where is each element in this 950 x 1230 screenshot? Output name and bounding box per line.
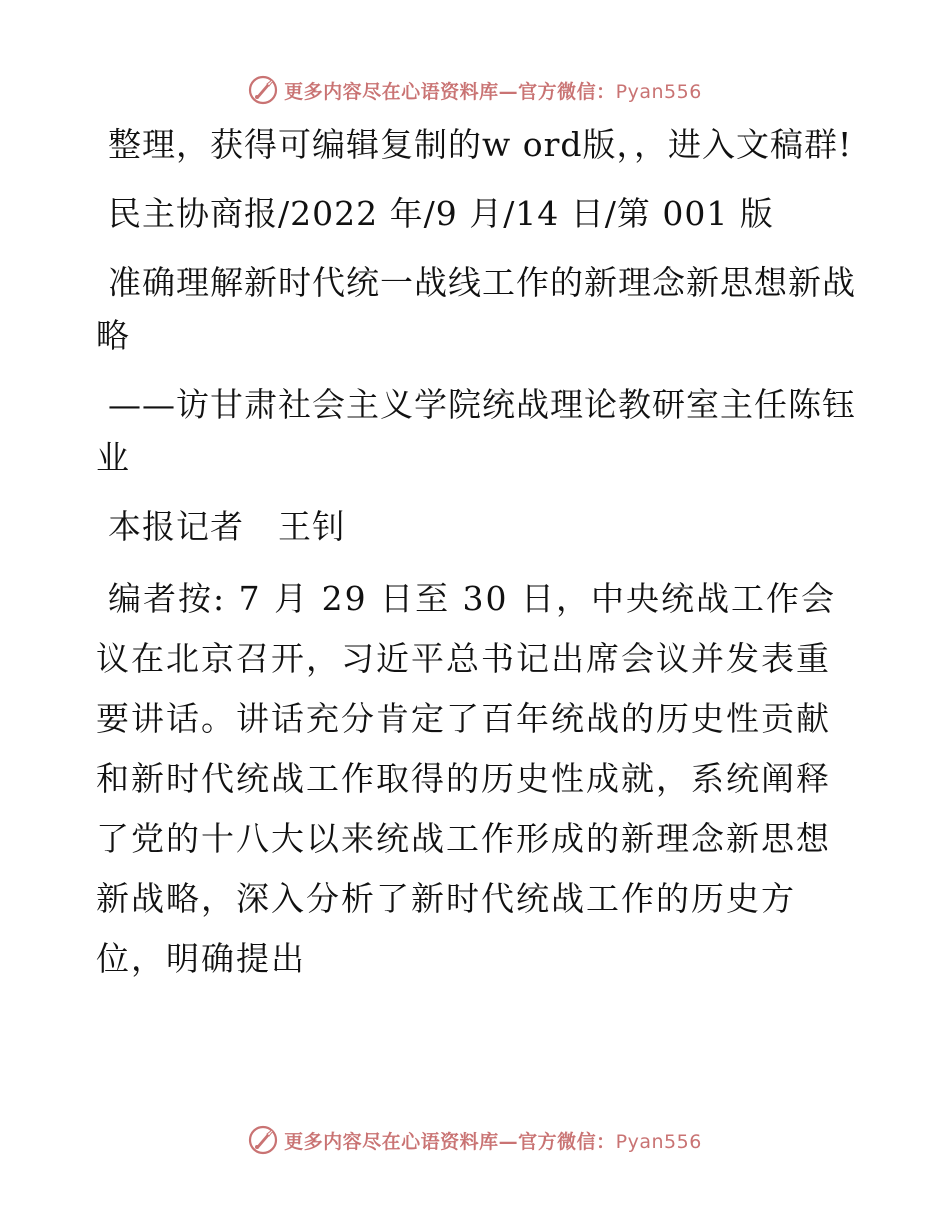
intro-line: 整理，获得可编辑复制的w ord版，，进入文稿群! <box>108 125 853 164</box>
editor-note: 编者按: 7 月 29 日至 30 日，中央统战工作会议在北京召开，习近平总书记出席会议并发表重要讲话。讲话充分肯定了百年统战的历史性贡献和新时代统战工作取得的历史性成就，系统阐释了党的十八大以来统战工作形成的新理念新思想新战略，深入分析了新时代统战工作的历史方位，明确提出 <box>96 579 837 978</box>
article-subtitle: ——访甘肃社会主义学院统战理论教研室主任陈钰业 <box>96 385 856 477</box>
watermark-text <box>284 1127 702 1154</box>
watermark-id: Pyan556 <box>615 1130 702 1153</box>
footer-watermark <box>0 1120 950 1160</box>
watermark-cn: 更多内容尽在心语资料库—官方微信： <box>284 80 616 103</box>
article-title: 准确理解新时代统一战线工作的新理念新思想新战略 <box>96 263 856 355</box>
watermark-group <box>248 75 702 105</box>
source-line: 民主协商报/2022 年/9 月/14 日/第 001 版 <box>108 194 774 233</box>
header-watermark <box>0 70 950 110</box>
document-body <box>96 118 856 1005</box>
reporter-line: 本报记者 王钊 <box>108 507 346 546</box>
watermark-text <box>284 77 702 104</box>
quill-logo-icon <box>248 1125 278 1155</box>
watermark-id: Pyan556 <box>615 80 702 103</box>
quill-logo-icon <box>248 75 278 105</box>
watermark-cn: 更多内容尽在心语资料库—官方微信： <box>284 1130 616 1153</box>
watermark-group <box>248 1125 702 1155</box>
